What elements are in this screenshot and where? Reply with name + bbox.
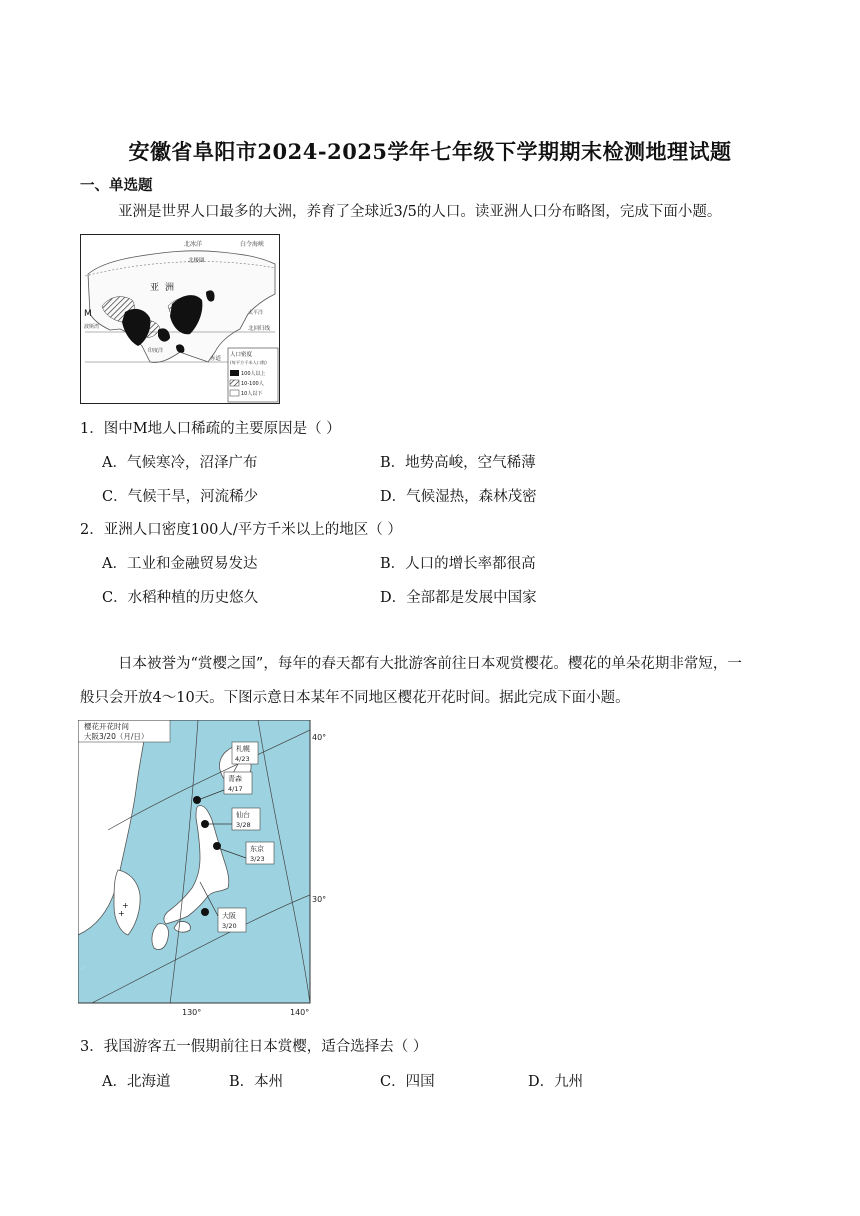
map2-legend-line-2: 大阪3/20（月/日）	[84, 732, 149, 741]
indian-ocean-label: 印度洋	[148, 348, 164, 354]
question-1-option-a[interactable]: A．气候寒冷，沼泽广布	[102, 455, 258, 471]
city-aomori-date: 4/17	[228, 785, 243, 793]
city-sendai-date: 3/28	[236, 821, 251, 829]
question-2-option-c[interactable]: C．水稻种植的历史悠久	[102, 590, 259, 606]
lon-label-140: 140°	[290, 1008, 310, 1017]
question-1-option-b[interactable]: B．地势高峻，空气稀薄	[380, 455, 536, 471]
bering-strait-label: 白令海峡	[240, 241, 265, 248]
question-3-stem: 3．我国游客五一假期前往日本赏樱，适合选择去（ ）	[80, 1039, 428, 1055]
intro-paragraph-2-line-2: 般只会开放4～10天。下图示意日本某年不同地区樱花开花时间。据此完成下面小题。	[80, 690, 630, 706]
pacific-ocean-label: 太平洋	[248, 310, 264, 316]
city-aomori-name: 青森	[228, 775, 242, 783]
intro-paragraph-2-line-1: 日本被誉为“赏樱之国”，每年的春天都有大批游客前往日本观赏樱花。樱花的单朵花期非常短，一	[118, 656, 742, 672]
tropic-label: 北回归线	[248, 326, 271, 332]
intro-paragraph-1: 亚洲是世界人口最多的大洲，养育了全球近3/5的人口。读亚洲人口分布略图，完成下面小题。	[118, 204, 722, 220]
map2-legend-line-1: 樱花开花时间	[84, 722, 129, 731]
city-tokyo-name: 东京	[250, 845, 264, 853]
city-sendai-name: 仙台	[236, 811, 250, 819]
lat-label-40: 40°	[312, 733, 327, 742]
question-2-option-d[interactable]: D．全部都是发展中国家	[380, 590, 537, 606]
question-1-stem: 1．图中M地人口稀疏的主要原因是（ ）	[80, 421, 341, 437]
lon-label-130: 130°	[182, 1008, 202, 1017]
question-3-option-a[interactable]: A．北海道	[102, 1074, 171, 1090]
city-osaka-name: 大阪	[222, 912, 236, 920]
question-2-option-b[interactable]: B．人口的增长率都很高	[380, 556, 536, 572]
question-3-option-c[interactable]: C．四国	[380, 1074, 435, 1090]
question-3-option-b[interactable]: B．本州	[229, 1074, 284, 1090]
svg-text:+: +	[118, 909, 125, 918]
city-osaka-date: 3/20	[222, 922, 237, 930]
lat-label-30: 30°	[312, 895, 327, 904]
question-2-stem: 2．亚洲人口密度100人/平方千米以上的地区（ ）	[80, 522, 402, 538]
legend-mid: 10-100人	[241, 381, 264, 387]
japan-cherry-blossom-map	[78, 720, 334, 1020]
question-1-option-c[interactable]: C．气候干旱，河流稀少	[102, 489, 259, 505]
legend-low: 10人以下	[241, 391, 263, 397]
asia-population-map	[80, 234, 280, 404]
legend-unit: (每平方千米人口数)	[230, 360, 267, 365]
arctic-circle-label: 北极圈	[188, 258, 205, 264]
question-3-option-d[interactable]: D．九州	[528, 1074, 584, 1090]
m-point-label: M	[84, 309, 92, 319]
svg-text:+: +	[122, 901, 129, 910]
city-sapporo-name: 札幌	[236, 745, 250, 753]
population-legend	[228, 348, 278, 402]
legend-high: 100人以上	[241, 371, 266, 377]
question-1-option-d[interactable]: D．气候湿热，森林茂密	[380, 489, 537, 505]
equator-label: 赤道	[210, 356, 222, 362]
asia-label: 亚洲	[150, 283, 181, 293]
legend-title: 人口密度	[230, 352, 253, 358]
question-2-option-a[interactable]: A．工业和金融贸易发达	[102, 556, 258, 572]
arctic-ocean-label: 北冰洋	[184, 241, 203, 248]
page-title: 安徽省阜阳市2024-2025学年七年级下学期期末检测地理试题	[128, 139, 732, 164]
section-heading: 一、单选题	[80, 177, 153, 194]
city-sapporo-date: 4/23	[235, 755, 250, 763]
persian-gulf-label: 波斯湾	[84, 324, 100, 330]
city-tokyo-date: 3/23	[250, 855, 265, 863]
